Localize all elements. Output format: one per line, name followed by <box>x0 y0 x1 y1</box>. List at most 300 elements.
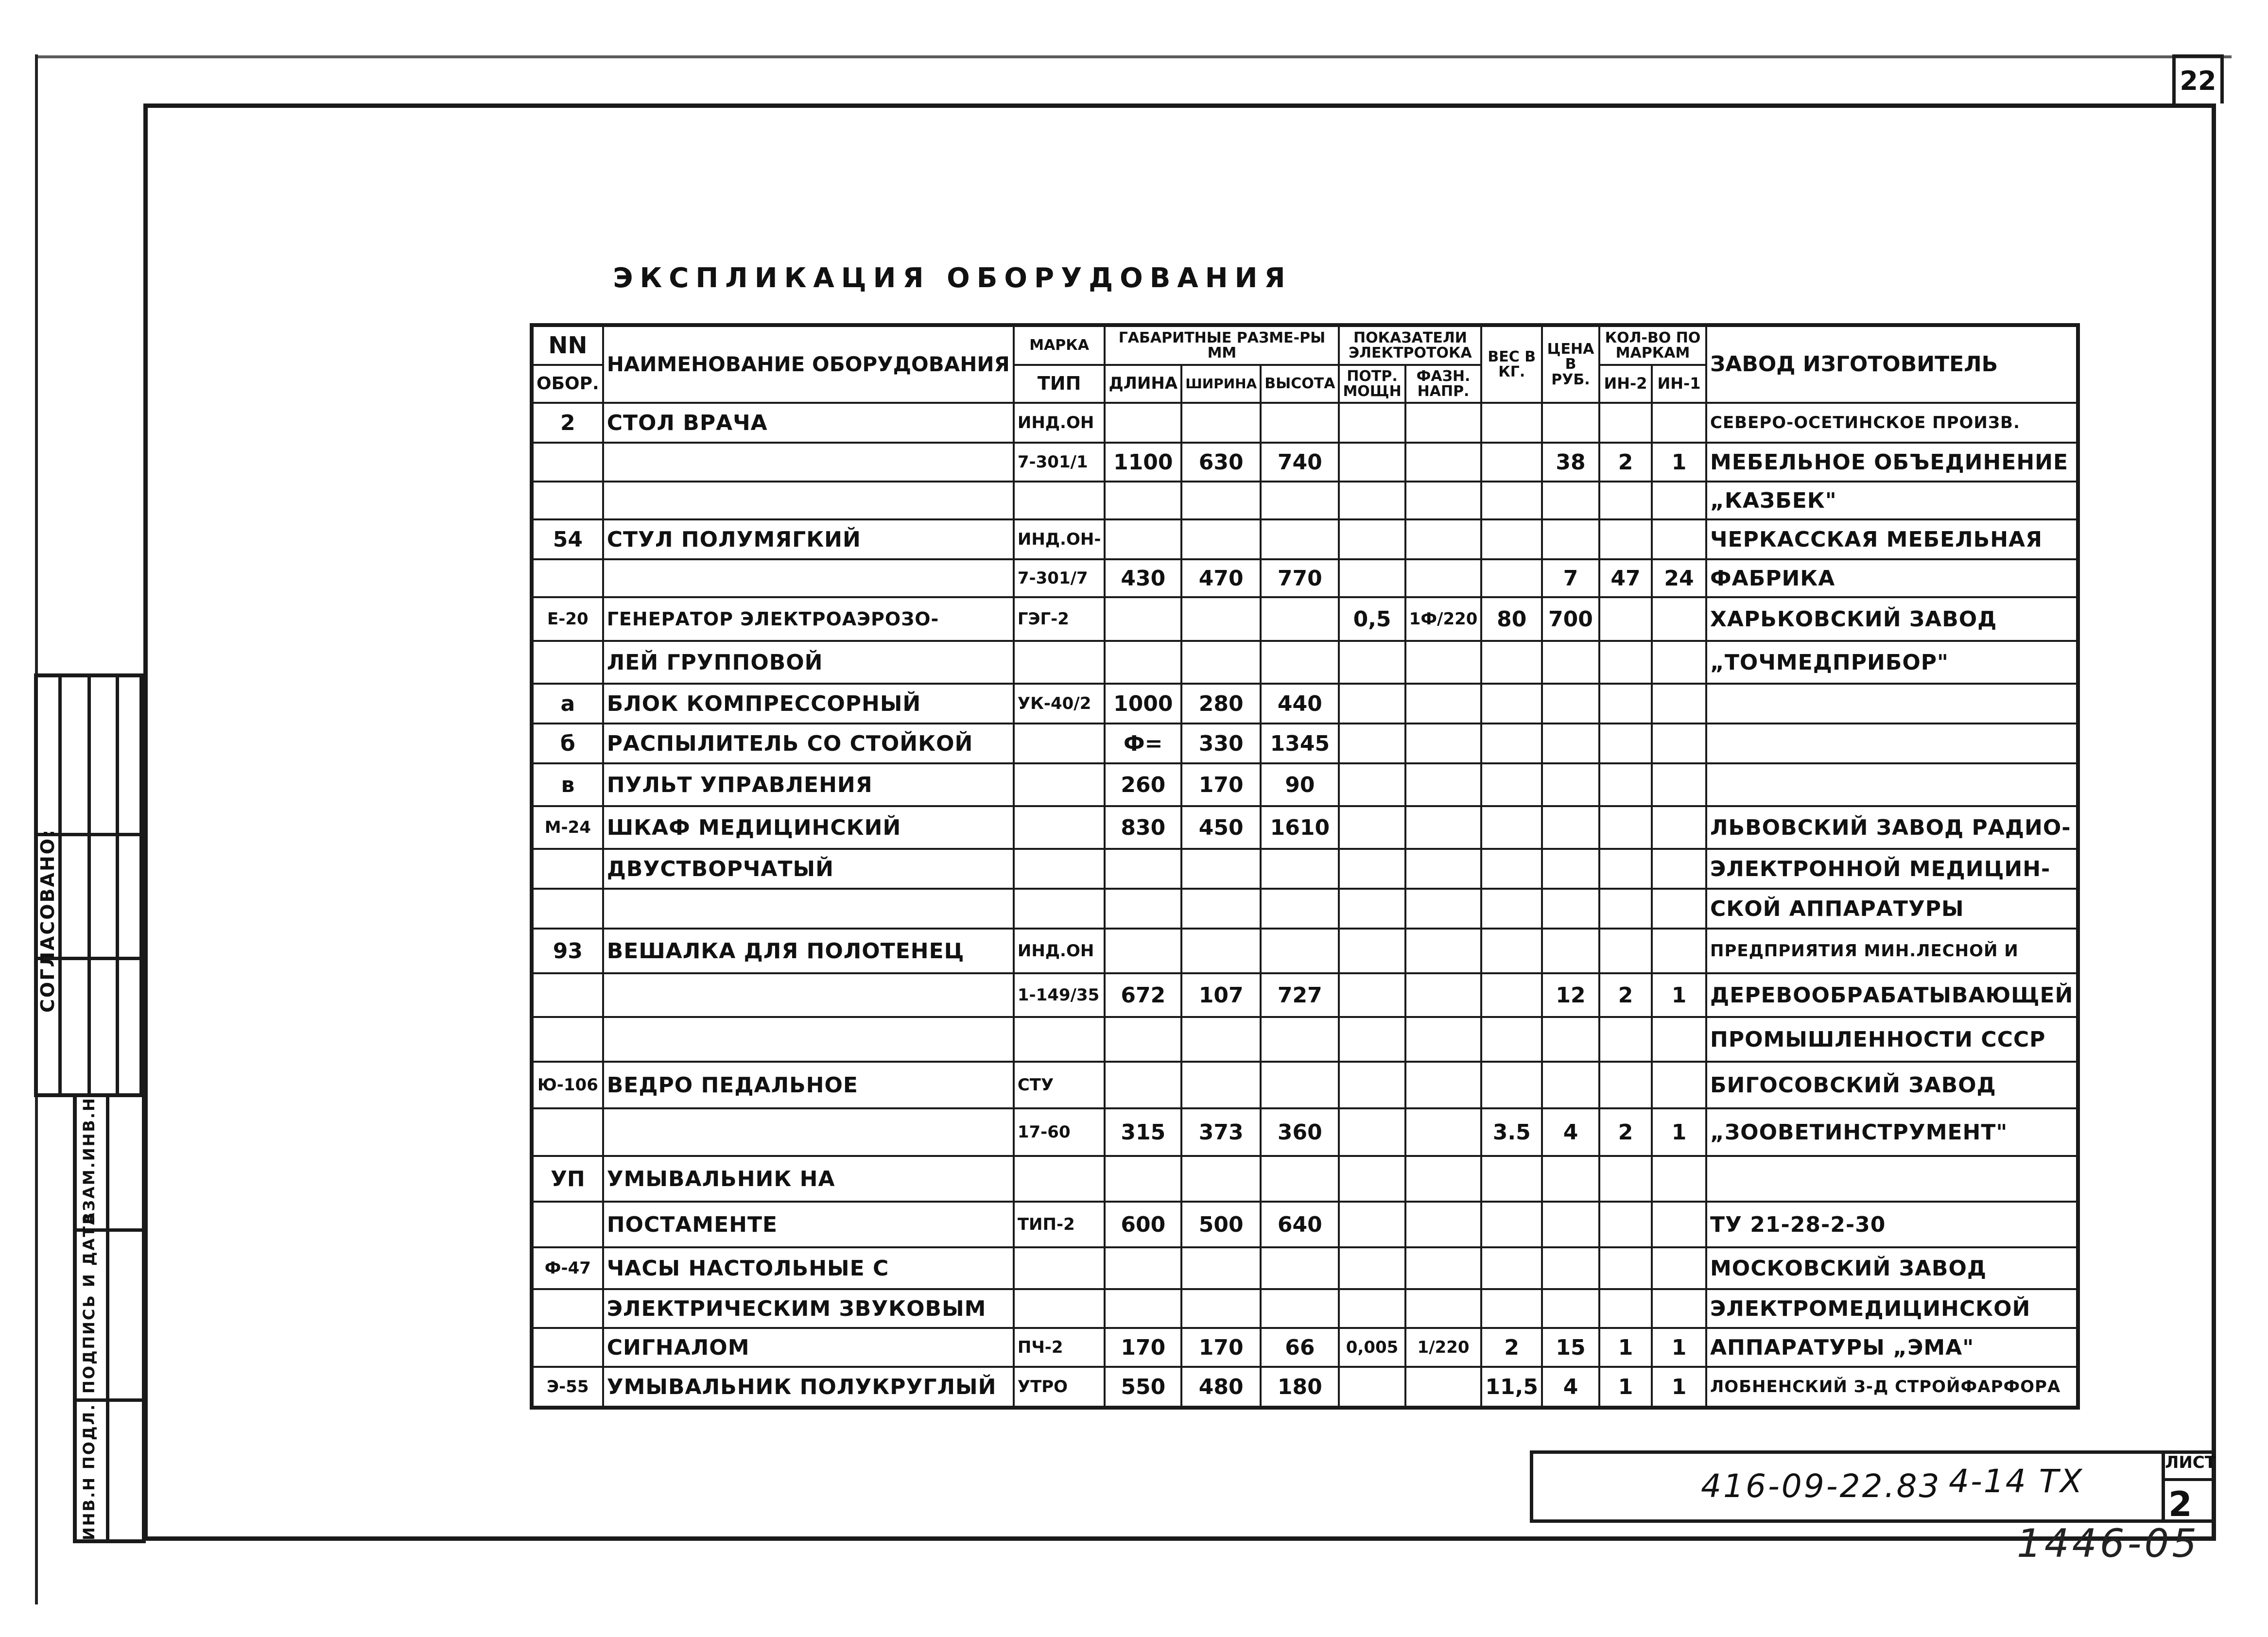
cell-in1 <box>1652 684 1706 724</box>
cell-name: ЛЕЙ ГРУППОВОЙ <box>603 641 1014 684</box>
cell-width <box>1181 1156 1261 1202</box>
cell-length <box>1105 889 1181 929</box>
cell-in2 <box>1599 641 1652 684</box>
cell-phase <box>1405 1289 1482 1328</box>
cell-price: 4 <box>1542 1367 1599 1408</box>
cell-name: ЧАСЫ НАСТОЛЬНЫЕ С <box>603 1247 1014 1289</box>
cell-in2 <box>1599 403 1652 443</box>
cell-name: ШКАФ МЕДИЦИНСКИЙ <box>603 806 1014 849</box>
sheet-number: 2 <box>2168 1484 2192 1524</box>
cell-height <box>1261 1289 1339 1328</box>
cell-length <box>1105 1017 1181 1062</box>
cell-marka <box>1014 641 1105 684</box>
cell-marka <box>1014 1156 1105 1202</box>
cell-height: 90 <box>1261 763 1339 806</box>
cell-in2 <box>1599 849 1652 889</box>
cell-height <box>1261 597 1339 641</box>
cell-marka <box>1014 849 1105 889</box>
cell-power <box>1339 684 1405 724</box>
table-row <box>532 724 2078 763</box>
table-row <box>532 519 2078 559</box>
cell-phase <box>1405 889 1482 929</box>
cell-in2 <box>1599 482 1652 519</box>
cell-phase <box>1405 929 1482 973</box>
cell-phase <box>1405 1202 1482 1247</box>
cell-nn: 93 <box>532 929 603 973</box>
cell-width <box>1181 849 1261 889</box>
cell-name: УМЫВАЛЬНИК НА <box>603 1156 1014 1202</box>
cell-maker: „КАЗБЕК" <box>1706 482 2078 519</box>
table-row <box>532 684 2078 724</box>
table-row <box>532 806 2078 849</box>
table-row <box>532 1017 2078 1062</box>
table-row <box>532 763 2078 806</box>
cell-name: БЛОК КОМПРЕССОРНЫЙ <box>603 684 1014 724</box>
cell-height: 727 <box>1261 973 1339 1017</box>
cell-price <box>1542 849 1599 889</box>
cell-marka <box>1014 482 1105 519</box>
cell-width <box>1181 1017 1261 1062</box>
cell-phase <box>1405 724 1482 763</box>
cell-height <box>1261 849 1339 889</box>
title-block-sheet-divider <box>2162 1478 2216 1481</box>
cell-in1 <box>1652 1156 1706 1202</box>
col-width: ШИРИНА <box>1181 365 1261 403</box>
cell-marka <box>1014 1247 1105 1289</box>
cell-width <box>1181 1062 1261 1108</box>
cell-nn <box>532 1289 603 1328</box>
cell-in2 <box>1599 929 1652 973</box>
cell-phase <box>1405 519 1482 559</box>
col-qty: КОЛ-ВО ПО МАРКАМ <box>1599 325 1706 365</box>
cell-nn <box>532 1108 603 1156</box>
cell-price <box>1542 889 1599 929</box>
cell-maker: МЕБЕЛЬНОЕ ОБЪЕДИНЕНИЕ <box>1706 443 2078 482</box>
cell-in2 <box>1599 1202 1652 1247</box>
cell-length: 600 <box>1105 1202 1181 1247</box>
stamp-field-inv-podl: ИНВ.Н ПОДЛ. <box>80 1403 98 1540</box>
cell-name <box>603 443 1014 482</box>
cell-height: 740 <box>1261 443 1339 482</box>
col-name: НАИМЕНОВАНИЕ ОБОРУДОВАНИЯ <box>603 325 1014 403</box>
cell-marka <box>1014 1289 1105 1328</box>
cell-power <box>1339 806 1405 849</box>
cell-marka: ИНД.ОН <box>1014 929 1105 973</box>
cell-nn: УП <box>532 1156 603 1202</box>
cell-name: СТУЛ ПОЛУМЯГКИЙ <box>603 519 1014 559</box>
stamp-field-signature-date: ПОДПИСЬ И ДАТА <box>80 1211 98 1394</box>
cell-marka: 7-301/7 <box>1014 559 1105 597</box>
cell-in1: 24 <box>1652 559 1706 597</box>
cell-in1 <box>1652 724 1706 763</box>
cell-power <box>1339 519 1405 559</box>
cell-maker: „ЗООВЕТИНСТРУМЕНТ" <box>1706 1108 2078 1156</box>
cell-maker: БИГОСОВСКИЙ ЗАВОД <box>1706 1062 2078 1108</box>
cell-in1 <box>1652 806 1706 849</box>
cell-marka: ТИП-2 <box>1014 1202 1105 1247</box>
cell-weight <box>1481 684 1542 724</box>
cell-weight <box>1481 849 1542 889</box>
cell-price <box>1542 482 1599 519</box>
cell-power <box>1339 1108 1405 1156</box>
cell-weight: 2 <box>1481 1328 1542 1367</box>
cell-in1 <box>1652 641 1706 684</box>
cell-width <box>1181 1247 1261 1289</box>
cell-maker <box>1706 724 2078 763</box>
col-in1: ИН-1 <box>1652 365 1706 403</box>
cell-height <box>1261 1156 1339 1202</box>
cell-width <box>1181 519 1261 559</box>
cell-power <box>1339 1247 1405 1289</box>
cell-weight <box>1481 806 1542 849</box>
cell-marka: ГЭГ-2 <box>1014 597 1105 641</box>
cell-height <box>1261 889 1339 929</box>
cell-weight <box>1481 973 1542 1017</box>
table-row <box>532 1108 2078 1156</box>
cell-marka: 7-301/1 <box>1014 443 1105 482</box>
cell-power <box>1339 1156 1405 1202</box>
cell-maker: СЕВЕРО-ОСЕТИНСКОЕ ПРОИЗВ. <box>1706 403 2078 443</box>
cell-in2: 1 <box>1599 1328 1652 1367</box>
cell-phase <box>1405 443 1482 482</box>
cell-width: 373 <box>1181 1108 1261 1156</box>
cell-phase <box>1405 482 1482 519</box>
cell-width: 470 <box>1181 559 1261 597</box>
cell-nn <box>532 482 603 519</box>
cell-in2 <box>1599 1247 1652 1289</box>
cell-maker <box>1706 684 2078 724</box>
cell-in1: 1 <box>1652 443 1706 482</box>
cell-height: 1345 <box>1261 724 1339 763</box>
cell-maker <box>1706 1156 2078 1202</box>
cell-power <box>1339 763 1405 806</box>
cell-in2 <box>1599 597 1652 641</box>
cell-phase <box>1405 1156 1482 1202</box>
cell-in2 <box>1599 684 1652 724</box>
cell-maker: ЭЛЕКТРОННОЙ МЕДИЦИН- <box>1706 849 2078 889</box>
col-height: ВЫСОТА <box>1261 365 1339 403</box>
cell-power <box>1339 724 1405 763</box>
cell-phase <box>1405 1017 1482 1062</box>
cell-in1 <box>1652 597 1706 641</box>
cell-name <box>603 973 1014 1017</box>
cell-name <box>603 482 1014 519</box>
cell-power <box>1339 1289 1405 1328</box>
cell-width <box>1181 597 1261 641</box>
cell-in2 <box>1599 724 1652 763</box>
table-row <box>532 1202 2078 1247</box>
cell-power <box>1339 889 1405 929</box>
table-body <box>532 403 2078 1408</box>
cell-in2 <box>1599 763 1652 806</box>
cell-in1 <box>1652 1062 1706 1108</box>
col-marka-top: МАРКА <box>1014 325 1105 365</box>
cell-nn: б <box>532 724 603 763</box>
cell-weight: 3.5 <box>1481 1108 1542 1156</box>
cell-weight <box>1481 1247 1542 1289</box>
cell-phase <box>1405 1062 1482 1108</box>
cell-price: 12 <box>1542 973 1599 1017</box>
cell-phase: 1/220 <box>1405 1328 1482 1367</box>
cell-width: 170 <box>1181 1328 1261 1367</box>
cell-marka: 1-149/35 <box>1014 973 1105 1017</box>
cell-height <box>1261 929 1339 973</box>
cell-in1: 1 <box>1652 973 1706 1017</box>
cell-name <box>603 1017 1014 1062</box>
cell-name: ЭЛЕКТРИЧЕСКИМ ЗВУКОВЫМ <box>603 1289 1014 1328</box>
cell-phase <box>1405 973 1482 1017</box>
cell-weight <box>1481 519 1542 559</box>
cell-width: 500 <box>1181 1202 1261 1247</box>
cell-length: 672 <box>1105 973 1181 1017</box>
cell-in1 <box>1652 1017 1706 1062</box>
cell-maker: ТУ 21-28-2-30 <box>1706 1202 2078 1247</box>
cell-length: 1100 <box>1105 443 1181 482</box>
cell-length <box>1105 482 1181 519</box>
cell-price <box>1542 1202 1599 1247</box>
cell-in1 <box>1652 763 1706 806</box>
cell-in2: 2 <box>1599 443 1652 482</box>
cell-power <box>1339 443 1405 482</box>
col-weight: ВЕС В КГ. <box>1481 325 1542 403</box>
cell-phase <box>1405 763 1482 806</box>
cell-length: 1000 <box>1105 684 1181 724</box>
cell-nn <box>532 973 603 1017</box>
cell-maker <box>1706 763 2078 806</box>
cell-maker: ФАБРИКА <box>1706 559 2078 597</box>
cell-price <box>1542 724 1599 763</box>
cell-weight <box>1481 559 1542 597</box>
cell-nn <box>532 1017 603 1062</box>
cell-maker: ЧЕРКАССКАЯ МЕБЕЛЬНАЯ <box>1706 519 2078 559</box>
cell-length: Ф= <box>1105 724 1181 763</box>
cell-maker: АППАРАТУРЫ „ЭМА" <box>1706 1328 2078 1367</box>
cell-length: 430 <box>1105 559 1181 597</box>
cell-width <box>1181 403 1261 443</box>
cell-nn <box>532 641 603 684</box>
cell-nn: Е-20 <box>532 597 603 641</box>
cell-price: 4 <box>1542 1108 1599 1156</box>
col-elec: ПОКАЗАТЕЛИ ЭЛЕКТРОТОКА <box>1339 325 1481 365</box>
table-row <box>532 1289 2078 1328</box>
cell-nn <box>532 1328 603 1367</box>
table-row <box>532 929 2078 973</box>
cell-price <box>1542 1017 1599 1062</box>
cell-in2: 1 <box>1599 1367 1652 1408</box>
cell-height: 640 <box>1261 1202 1339 1247</box>
cell-price <box>1542 403 1599 443</box>
cell-weight <box>1481 1202 1542 1247</box>
cell-nn <box>532 849 603 889</box>
cell-price: 700 <box>1542 597 1599 641</box>
col-nn-top: NN <box>532 325 603 365</box>
cell-height <box>1261 1062 1339 1108</box>
table-row <box>532 403 2078 443</box>
cell-height: 1610 <box>1261 806 1339 849</box>
table-row <box>532 1062 2078 1108</box>
cell-weight <box>1481 1289 1542 1328</box>
top-border-line <box>35 55 2232 58</box>
cell-price: 7 <box>1542 559 1599 597</box>
col-power: ПОТР. МОЩН <box>1339 365 1405 403</box>
cell-weight <box>1481 1062 1542 1108</box>
cell-marka: УК-40/2 <box>1014 684 1105 724</box>
cell-name: УМЫВАЛЬНИК ПОЛУКРУГЛЫЙ <box>603 1367 1014 1408</box>
col-length: ДЛИНА <box>1105 365 1181 403</box>
cell-marka: ИНД.ОН <box>1014 403 1105 443</box>
cell-weight: 11,5 <box>1481 1367 1542 1408</box>
cell-price <box>1542 929 1599 973</box>
cell-in1 <box>1652 929 1706 973</box>
cell-height <box>1261 1247 1339 1289</box>
document-code: 416-09-22.83 <box>1701 1467 1941 1505</box>
cell-marka <box>1014 724 1105 763</box>
cell-maker: ДЕРЕВООБРАБАТЫВАЮЩЕЙ <box>1706 973 2078 1017</box>
table-row <box>532 482 2078 519</box>
cell-marka <box>1014 889 1105 929</box>
cell-weight <box>1481 763 1542 806</box>
cell-in2: 47 <box>1599 559 1652 597</box>
cell-width: 480 <box>1181 1367 1261 1408</box>
cell-height: 770 <box>1261 559 1339 597</box>
cell-in1 <box>1652 889 1706 929</box>
cell-width: 280 <box>1181 684 1261 724</box>
cell-price <box>1542 1289 1599 1328</box>
cell-nn: Ф-47 <box>532 1247 603 1289</box>
archive-number: 1446-05 <box>2017 1521 2200 1566</box>
cell-length <box>1105 1247 1181 1289</box>
cell-power <box>1339 1367 1405 1408</box>
cell-phase <box>1405 403 1482 443</box>
stamp-field-vzam-inv: ВЗАМ.ИНВ.Н <box>80 1097 98 1224</box>
cell-nn: Э-55 <box>532 1367 603 1408</box>
cell-phase <box>1405 1247 1482 1289</box>
cell-weight <box>1481 929 1542 973</box>
cell-weight <box>1481 641 1542 684</box>
cell-price <box>1542 1247 1599 1289</box>
document-title: ЭКСПЛИКАЦИЯ ОБОРУДОВАНИЯ <box>613 262 1292 294</box>
cell-length: 170 <box>1105 1328 1181 1367</box>
cell-name: ВЕДРО ПЕДАЛЬНОЕ <box>603 1062 1014 1108</box>
cell-power <box>1339 1017 1405 1062</box>
table-row <box>532 1156 2078 1202</box>
cell-nn: 54 <box>532 519 603 559</box>
cell-power: 0,5 <box>1339 597 1405 641</box>
cell-name: ПОСТАМЕНТЕ <box>603 1202 1014 1247</box>
cell-nn <box>532 889 603 929</box>
cell-name: ДВУСТВОРЧАТЫЙ <box>603 849 1014 889</box>
table-row <box>532 597 2078 641</box>
cell-price: 38 <box>1542 443 1599 482</box>
col-dims: ГАБАРИТНЫЕ РАЗМЕ-РЫ ММ <box>1105 325 1339 365</box>
cell-power <box>1339 973 1405 1017</box>
table-row <box>532 889 2078 929</box>
cell-in1 <box>1652 849 1706 889</box>
cell-name: ГЕНЕРАТОР ЭЛЕКТРОАЭРОЗО- <box>603 597 1014 641</box>
cell-maker: „ТОЧМЕДПРИБОР" <box>1706 641 2078 684</box>
cell-in2: 2 <box>1599 973 1652 1017</box>
cell-in1: 1 <box>1652 1367 1706 1408</box>
cell-in1: 1 <box>1652 1328 1706 1367</box>
cell-nn: М-24 <box>532 806 603 849</box>
cell-height <box>1261 482 1339 519</box>
cell-width: 450 <box>1181 806 1261 849</box>
table-row <box>532 1247 2078 1289</box>
cell-length <box>1105 1062 1181 1108</box>
cell-weight <box>1481 443 1542 482</box>
cell-marka: ПЧ-2 <box>1014 1328 1105 1367</box>
col-nn-bottom: ОБОР. <box>532 365 603 403</box>
cell-maker: ЭЛЕКТРОМЕДИЦИНСКОЙ <box>1706 1289 2078 1328</box>
cell-in2 <box>1599 1156 1652 1202</box>
cell-marka: 17-60 <box>1014 1108 1105 1156</box>
cell-height: 440 <box>1261 684 1339 724</box>
cell-power <box>1339 403 1405 443</box>
cell-maker: СКОЙ АППАРАТУРЫ <box>1706 889 2078 929</box>
cell-price <box>1542 519 1599 559</box>
cell-in2 <box>1599 806 1652 849</box>
approval-stamp <box>34 673 143 1097</box>
cell-length <box>1105 641 1181 684</box>
sheet-label: ЛИСТ <box>2165 1453 2216 1472</box>
cell-price <box>1542 763 1599 806</box>
cell-height: 66 <box>1261 1328 1339 1367</box>
signature-stamp <box>73 1097 146 1543</box>
cell-phase <box>1405 806 1482 849</box>
cell-in2 <box>1599 1289 1652 1328</box>
col-price: ЦЕНА В РУБ. <box>1542 325 1599 403</box>
cell-width <box>1181 929 1261 973</box>
cell-in1 <box>1652 1289 1706 1328</box>
table-row <box>532 1328 2078 1367</box>
cell-price <box>1542 684 1599 724</box>
cell-maker: ПРОМЫШЛЕННОСТИ СССР <box>1706 1017 2078 1062</box>
cell-name: ПУЛЬТ УПРАВЛЕНИЯ <box>603 763 1014 806</box>
document-series: 4-14 ТХ <box>1949 1463 2084 1500</box>
cell-nn: а <box>532 684 603 724</box>
cell-phase: 1Ф/220 <box>1405 597 1482 641</box>
cell-weight <box>1481 889 1542 929</box>
table-row <box>532 559 2078 597</box>
cell-marka: УТРО <box>1014 1367 1105 1408</box>
cell-length <box>1105 1289 1181 1328</box>
table-row <box>532 641 2078 684</box>
cell-in2: 2 <box>1599 1108 1652 1156</box>
cell-price <box>1542 1156 1599 1202</box>
cell-length: 830 <box>1105 806 1181 849</box>
cell-in2 <box>1599 519 1652 559</box>
cell-phase <box>1405 1108 1482 1156</box>
cell-power <box>1339 641 1405 684</box>
cell-length <box>1105 519 1181 559</box>
cell-power <box>1339 482 1405 519</box>
cell-weight: 80 <box>1481 597 1542 641</box>
cell-length <box>1105 929 1181 973</box>
cell-name: СТОЛ ВРАЧА <box>603 403 1014 443</box>
cell-length: 315 <box>1105 1108 1181 1156</box>
cell-price <box>1542 1062 1599 1108</box>
cell-price: 15 <box>1542 1328 1599 1367</box>
cell-power <box>1339 849 1405 889</box>
cell-maker: ЛОБНЕНСКИЙ З-Д СТРОЙФАРФОРА <box>1706 1367 2078 1408</box>
table-row <box>532 443 2078 482</box>
cell-length: 260 <box>1105 763 1181 806</box>
cell-nn <box>532 559 603 597</box>
cell-maker: ПРЕДПРИЯТИЯ МИН.ЛЕСНОЙ И <box>1706 929 2078 973</box>
cell-in2 <box>1599 1017 1652 1062</box>
cell-in1 <box>1652 482 1706 519</box>
col-in2: ИН-2 <box>1599 365 1652 403</box>
